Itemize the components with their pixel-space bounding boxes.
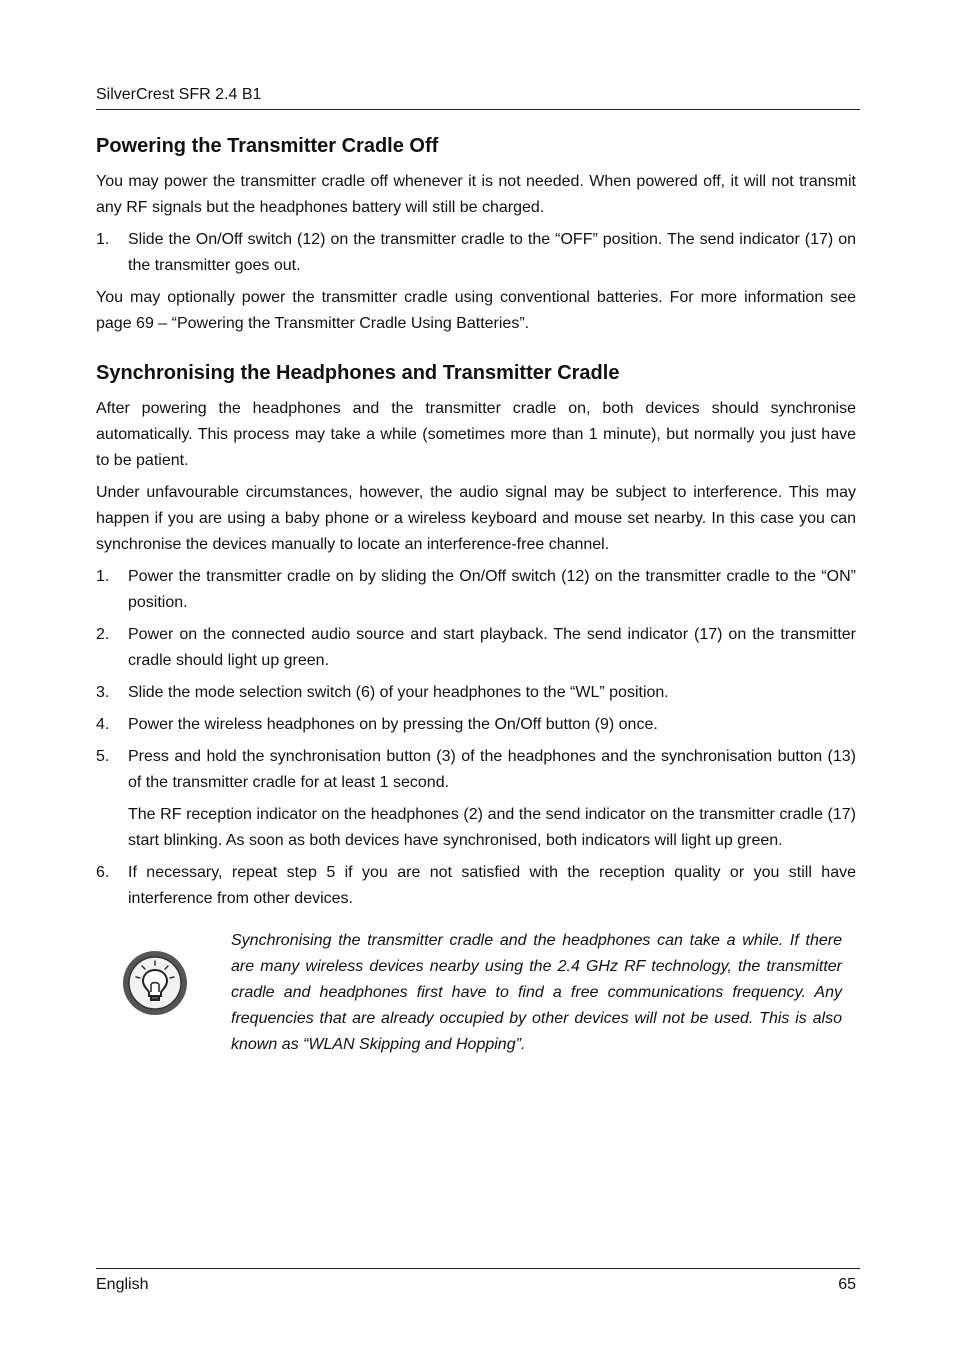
steps-list-power-off <box>96 227 856 279</box>
tip-box <box>96 928 856 1068</box>
tip-text: Synchronising the transmitter cradle and the headphones can take a while. If there are many wireless devices nearby using the 2.4 GHz RF technology, the transmitter cradle and headphones first have to find a free communications frequency. Any frequencies that are already occupied by other devices will not be used. This is also known as “WLAN Skipping and Hopping”. <box>231 932 842 1053</box>
footer-divider <box>96 1268 860 1269</box>
step-text: Power the transmitter cradle on by sliding the On/Off switch (12) on the transmitter cradle to the “ON” position. <box>128 568 856 611</box>
list-item <box>96 712 856 738</box>
footer-language: English <box>96 1276 149 1293</box>
section-heading-synchronising: Synchronising the Headphones and Transmitter Cradle <box>96 362 620 384</box>
lightbulb-icon <box>120 948 190 1018</box>
page-header: SilverCrest SFR 2.4 B1 <box>96 86 262 103</box>
step-number: 2. <box>96 626 110 643</box>
list-item <box>96 860 856 912</box>
list-item <box>96 744 856 854</box>
step-number: 5. <box>96 748 110 765</box>
step-text: Slide the On/Off switch (12) on the transmitter cradle to the “OFF” position. The send indicator (17) on the transmitter goes out. <box>128 231 856 274</box>
step-number: 1. <box>96 568 110 585</box>
list-item <box>96 680 856 706</box>
step-number: 3. <box>96 684 110 701</box>
list-item <box>96 564 856 616</box>
step-text: If necessary, repeat step 5 if you are not satisfied with the reception quality or you still have interference from other devices. <box>128 864 856 907</box>
section-heading-power-off: Powering the Transmitter Cradle Off <box>96 135 439 157</box>
paragraph: Under unfavourable circumstances, however, the audio signal may be subject to interference. This may happen if you are using a baby phone or a wireless keyboard and mouse set nearby. In this case you can synchronise the devices manually to locate an interference-free channel. <box>96 484 856 553</box>
page-number: 65 <box>838 1276 856 1293</box>
step-number: 1. <box>96 231 110 248</box>
list-item <box>96 227 856 279</box>
step-text: Power on the connected audio source and start playback. The send indicator (17) on the transmitter cradle should light up green. <box>128 626 856 669</box>
step-text: Power the wireless headphones on by pressing the On/Off button (9) once. <box>128 716 658 733</box>
header-divider <box>96 109 860 110</box>
step-text: Press and hold the synchronisation button (3) of the headphones and the synchronisation button (13) of the transmitter cradle for at least 1 second. <box>128 748 856 791</box>
step-subparagraph: The RF reception indicator on the headphones (2) and the send indicator on the transmitter cradle (17) start blinking. As soon as both devices have synchronised, both indicators will light up green. <box>128 806 856 849</box>
list-item <box>96 622 856 674</box>
step-number: 6. <box>96 864 110 881</box>
paragraph: You may power the transmitter cradle off whenever it is not needed. When powered off, it will not transmit any RF signals but the headphones battery will still be charged. <box>96 173 856 216</box>
step-number: 4. <box>96 716 110 733</box>
page-content <box>96 131 856 1068</box>
steps-list-sync <box>96 564 856 912</box>
step-text: Slide the mode selection switch (6) of your headphones to the “WL” position. <box>128 684 669 701</box>
paragraph: After powering the headphones and the transmitter cradle on, both devices should synchronise automatically. This process may take a while (sometimes more than 1 minute), but normally you just have to be patient. <box>96 400 856 469</box>
paragraph: You may optionally power the transmitter cradle using conventional batteries. For more information see page 69 – “Powering the Transmitter Cradle Using Batteries”. <box>96 289 856 332</box>
